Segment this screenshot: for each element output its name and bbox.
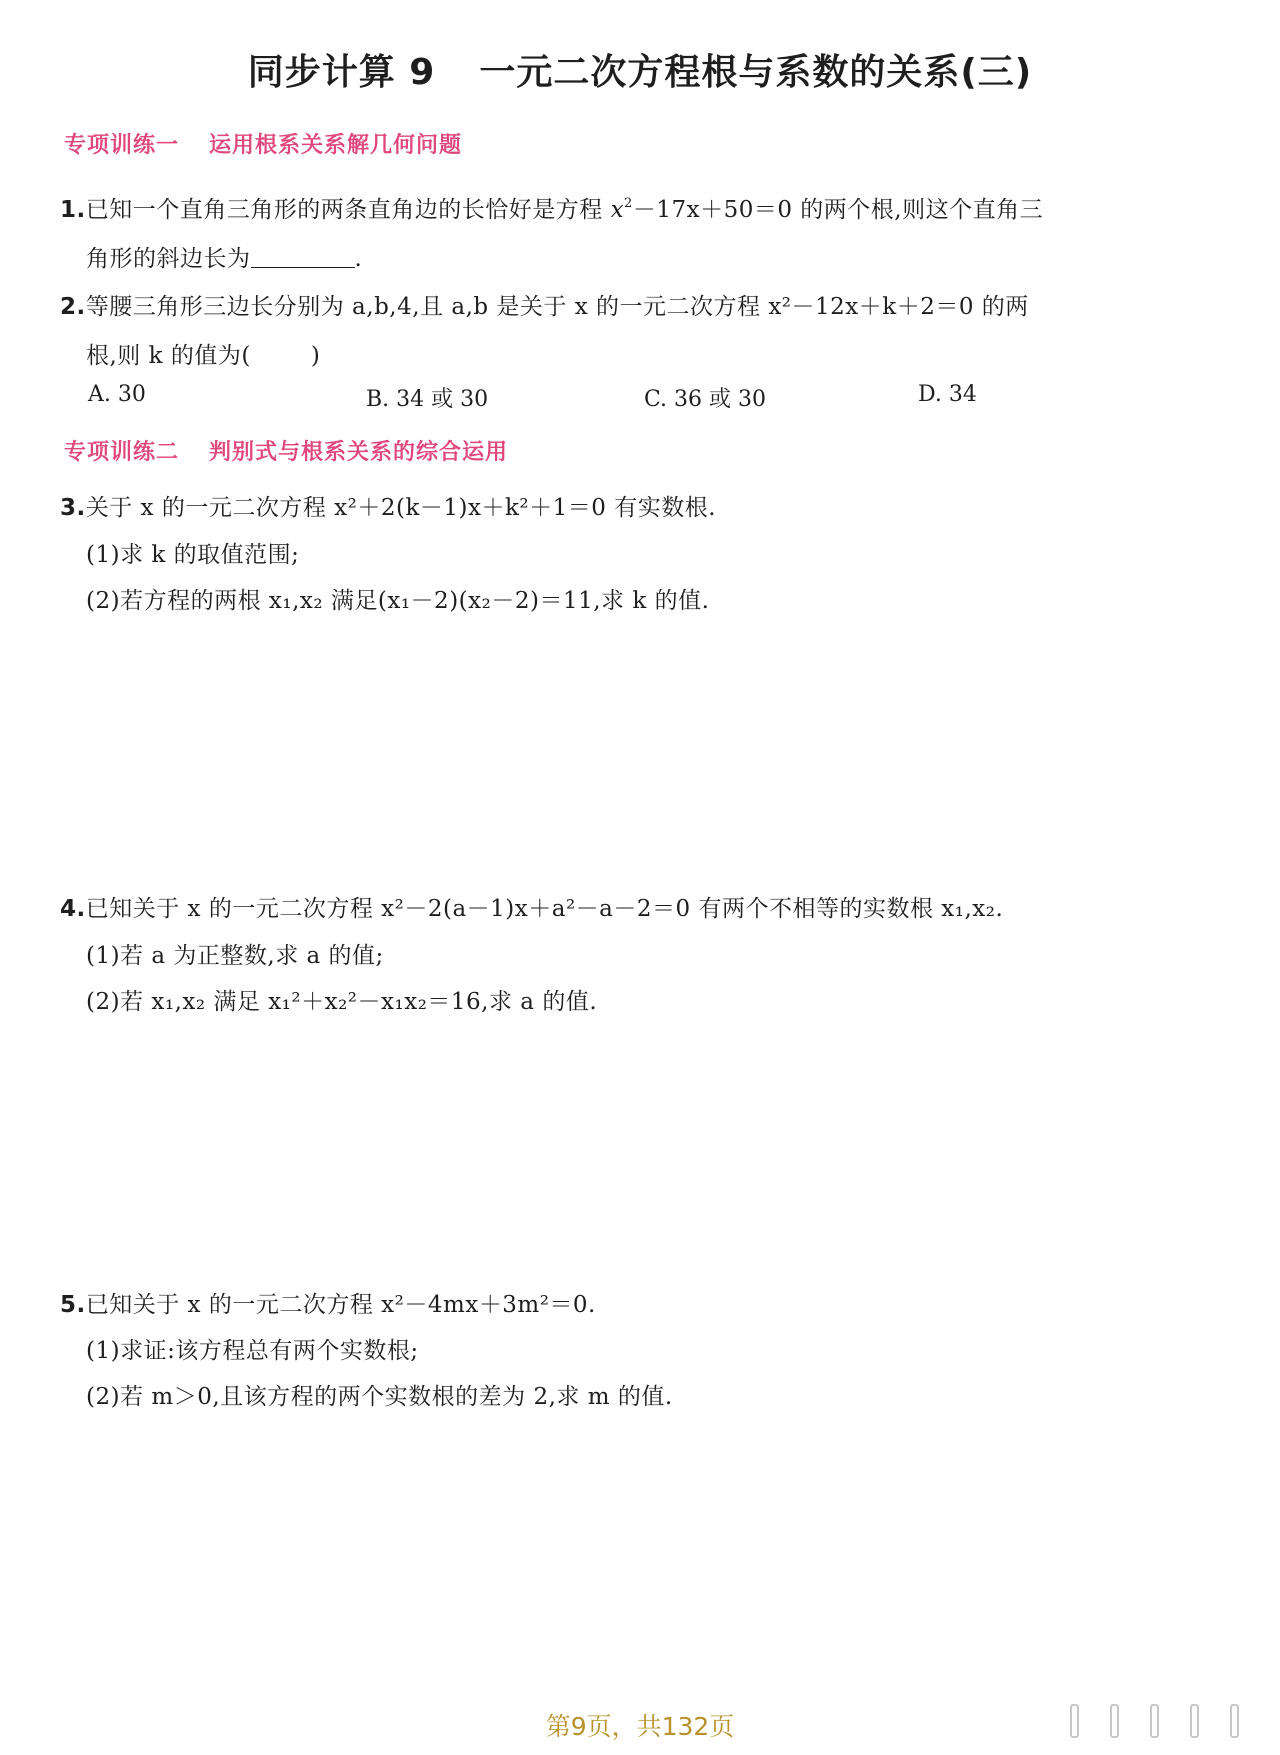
equation-rest: －17x＋50＝0 (632, 197, 793, 223)
question-3-text: 关于 x 的一元二次方程 x²＋2(k－1)x＋k²＋1＝0 有实数根. (85, 495, 717, 521)
section-heading-1 (64, 128, 462, 159)
question-4-number: 4. (60, 896, 86, 922)
section-2-label: 专项训练二 (64, 440, 180, 465)
question-2-line-1 (60, 288, 1029, 321)
question-2-text: 等腰三角形三边长分别为 a,b,4,且 a,b 是关于 x 的一元二次方程 x²－12x＋k＋2＝0 的两 (85, 294, 1029, 320)
question-1-line-2 (86, 240, 362, 273)
control-handle[interactable] (1150, 1704, 1159, 1738)
question-5-part-2: (2)若 m＞0,且该方程的两个实数根的差为 2,求 m 的值. (86, 1384, 673, 1410)
question-1-period: . (354, 246, 363, 272)
title-main: 同步计算 9 (247, 52, 436, 93)
question-2-line-2 (86, 337, 320, 370)
equation-variable: x (610, 197, 625, 223)
question-5-number: 5. (60, 1292, 86, 1318)
question-4-part-2: (2)若 x₁,x₂ 满足 x₁²＋x₂²－x₁x₂＝16,求 a 的值. (86, 989, 598, 1015)
question-2-line-2-text: 根,则 k 的值为( (86, 343, 251, 369)
question-4-text: 已知关于 x 的一元二次方程 x²－2(a－1)x＋a²－a－2＝0 有两个不相等的实数根 x₁,x₂. (85, 896, 1004, 922)
question-4-line-1 (60, 890, 1003, 923)
question-1-number: 1. (60, 197, 86, 223)
page-title (0, 44, 1280, 95)
section-1-topic: 运用根系关系解几何问题 (209, 133, 463, 158)
option-b[interactable]: B. 34 或 30 (366, 387, 489, 412)
question-1-line-1 (60, 191, 1043, 224)
section-1-label: 专项训练一 (64, 133, 180, 158)
option-c[interactable]: C. 36 或 30 (644, 387, 767, 412)
page-indicator: 第9页，共132页 (545, 1712, 735, 1741)
option-d[interactable]: D. 34 (918, 382, 977, 407)
question-1-text-end: 的两个根,则这个直角三 (792, 197, 1044, 223)
control-handle[interactable] (1070, 1704, 1079, 1738)
question-1-line-2-text: 角形的斜边长为 (86, 246, 251, 272)
question-3-part-2: (2)若方程的两根 x₁,x₂ 满足(x₁－2)(x₂－2)＝11,求 k 的值. (86, 588, 710, 614)
section-heading-2 (64, 435, 508, 466)
question-4-part-1: (1)若 a 为正整数,求 a 的值; (86, 943, 384, 969)
question-3-part-1: (1)求 k 的取值范围; (86, 542, 300, 568)
question-2-close-paren: ) (310, 343, 321, 369)
control-handle[interactable] (1190, 1704, 1199, 1738)
option-a[interactable]: A. 30 (88, 382, 146, 407)
question-5-line-1 (60, 1286, 596, 1319)
answer-blank[interactable] (251, 247, 355, 268)
section-2-topic: 判别式与根系关系的综合运用 (209, 440, 509, 465)
question-1-text: 已知一个直角三角形的两条直角边的长恰好是方程 (85, 197, 611, 223)
equation-exponent: 2 (624, 196, 633, 211)
viewer-controls[interactable] (1058, 1698, 1268, 1744)
control-handle[interactable] (1230, 1704, 1239, 1738)
question-5-part-1: (1)求证:该方程总有两个实数根; (86, 1338, 419, 1364)
question-3-line-1 (60, 489, 716, 522)
question-3-number: 3. (60, 495, 86, 521)
title-sub: 一元二次方程根与系数的关系(三) (479, 52, 1033, 93)
question-5-text: 已知关于 x 的一元二次方程 x²－4mx＋3m²＝0. (85, 1292, 596, 1318)
question-2-number: 2. (60, 294, 86, 320)
control-handle[interactable] (1110, 1704, 1119, 1738)
